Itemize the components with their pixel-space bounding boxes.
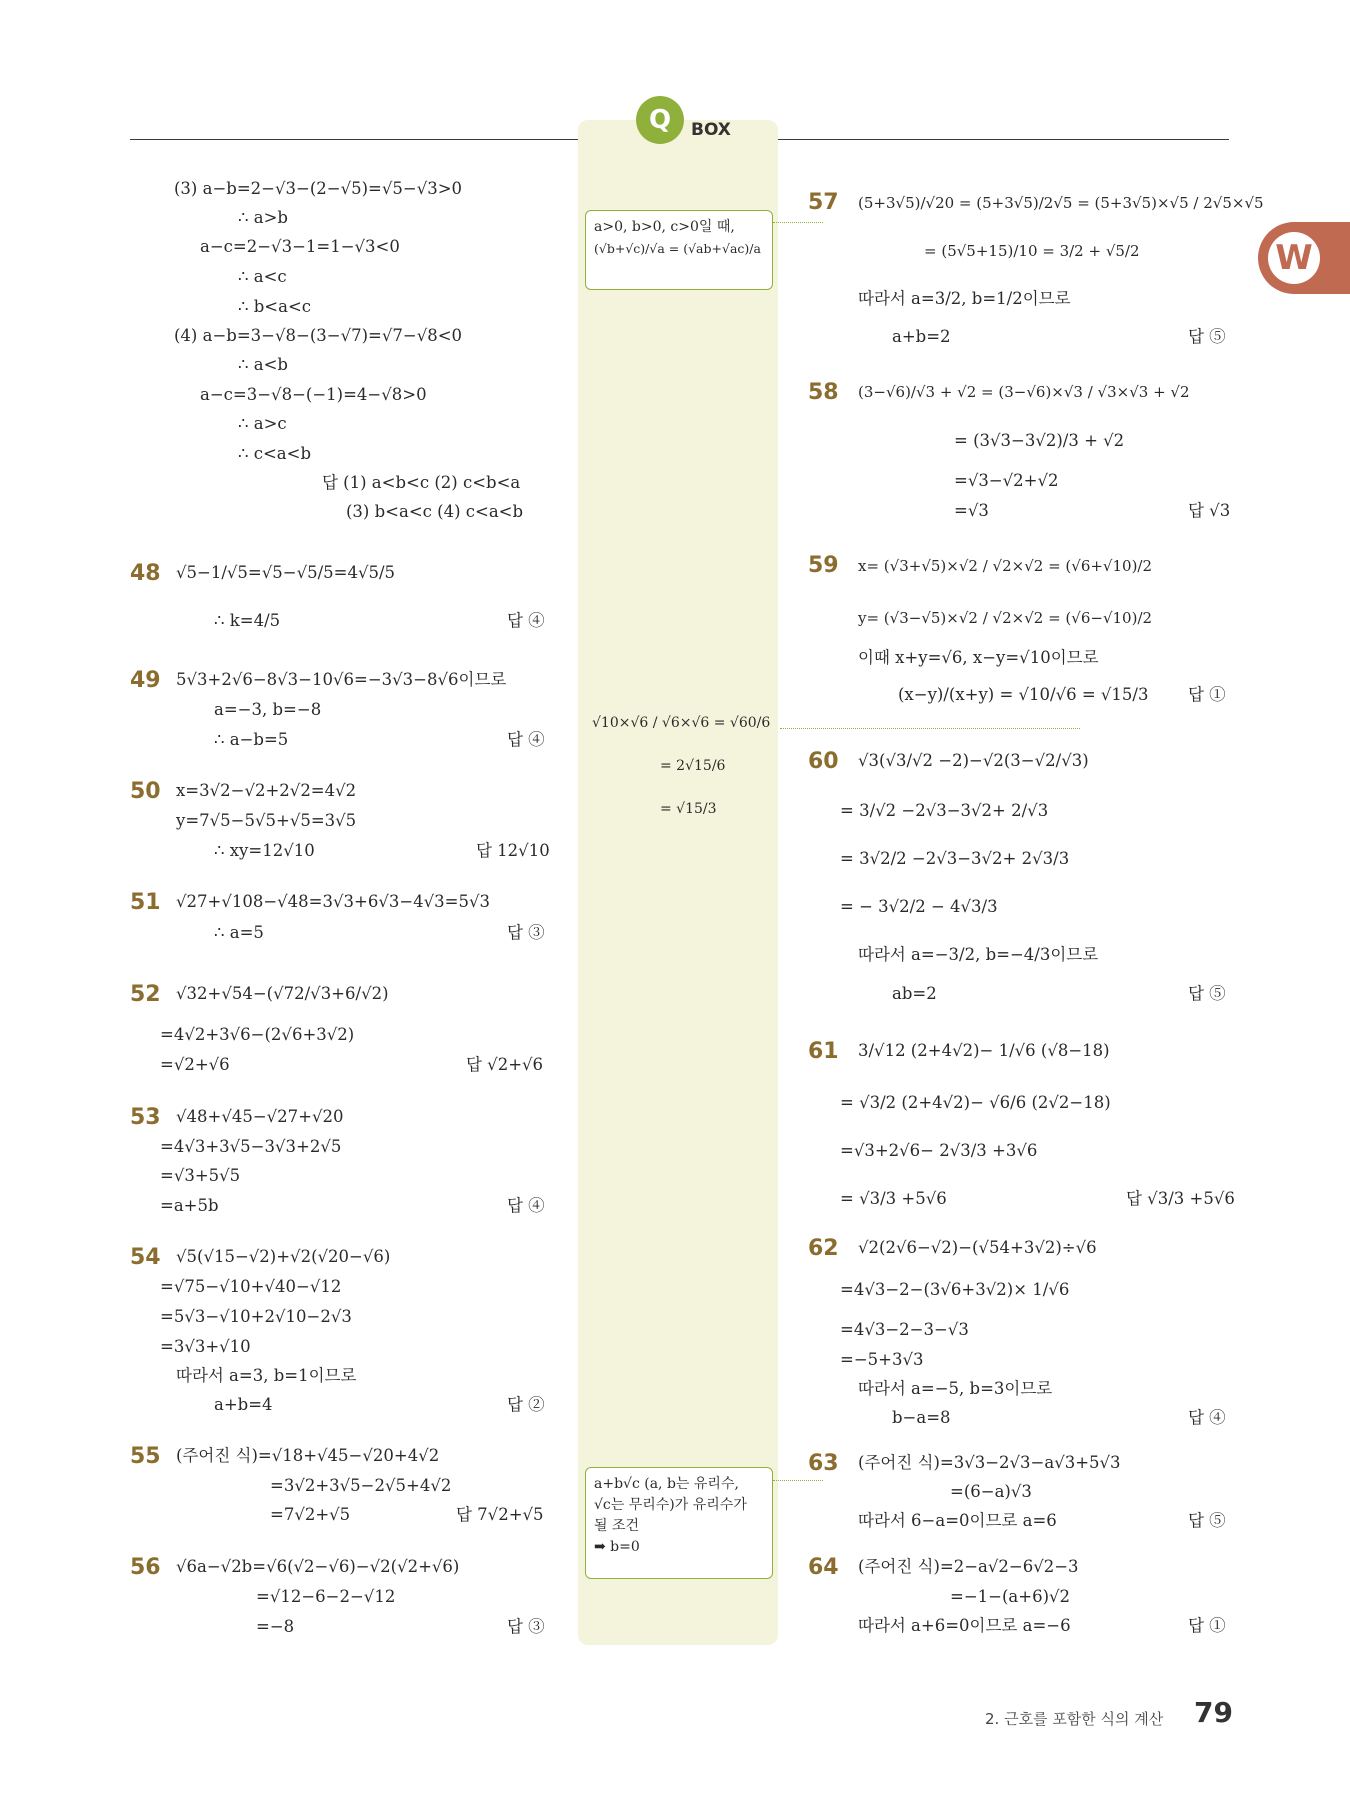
qbox-label: BOX: [691, 120, 731, 140]
solution-line: ∴ a>c: [238, 414, 287, 433]
solution-line: =3√3+√10: [160, 1337, 251, 1356]
solution-line: =√3+5√5: [160, 1166, 241, 1185]
tip-line: √c는 무리수)가 유리수가: [594, 1497, 747, 1513]
solution-line: =4√3−2−3−√3: [840, 1320, 969, 1339]
qbox-tip-line: √10×√6 / √6×√6 = √60/6: [592, 715, 771, 731]
solution-line: a=−3, b=−8: [214, 700, 322, 719]
answer: 답 ④: [507, 611, 545, 630]
problem-number: 57: [808, 190, 839, 215]
tip-connector: [773, 222, 823, 223]
tip-connector: [780, 728, 1080, 729]
tip-line: (√b+√c)/√a = (√ab+√ac)/a: [594, 241, 761, 256]
answer: 답 ⑤: [1188, 984, 1226, 1003]
solution-line: =−8: [256, 1617, 295, 1636]
solution-line: = (5√5+15)/10 = 3/2 + √5/2: [924, 242, 1140, 260]
solution-line: =(6−a)√3: [950, 1482, 1032, 1501]
answer: 답 12√10: [476, 841, 550, 860]
solution-line: (5+3√5)/√20 = (5+3√5)/2√5 = (5+3√5)×√5 / 2√5×√5: [858, 194, 1264, 212]
answer: 답 ②: [507, 1395, 545, 1414]
solution-line: ∴ xy=12√10: [214, 841, 315, 860]
solution-line: =√3: [954, 501, 989, 520]
solution-line: =√3−√2+√2: [954, 471, 1059, 490]
answer: 답 ①: [1188, 685, 1226, 704]
solution-line: (4) a−b=3−√8−(3−√7)=√7−√8<0: [174, 326, 463, 345]
answer: 답 ⑤: [1188, 1511, 1226, 1530]
problem-number: 64: [808, 1555, 839, 1580]
problem-number: 49: [130, 668, 161, 693]
problem-number: 61: [808, 1039, 839, 1064]
solution-line: =4√3−2−(3√6+3√2)× 1/√6: [840, 1280, 1070, 1299]
solution-line: ∴ a−b=5: [214, 730, 289, 749]
answer: 답 √2+√6: [466, 1055, 544, 1074]
solution-line: (3) a−b=2−√3−(2−√5)=√5−√3>0: [174, 179, 463, 198]
answer: 답 ④: [507, 730, 545, 749]
side-tab: [1258, 222, 1350, 294]
solution-line: 따라서 6−a=0이므로 a=6: [858, 1511, 1057, 1530]
tip-line: 될 조건: [594, 1518, 640, 1534]
page-number: 79: [1194, 1696, 1233, 1729]
tip-line: a>0, b>0, c>0일 때,: [594, 219, 735, 235]
solution-line: = √3/2 (2+4√2)− √6/6 (2√2−18): [840, 1093, 1111, 1112]
solution-line: 3/√12 (2+4√2)− 1/√6 (√8−18): [858, 1041, 1110, 1060]
w-logo-icon: W: [1268, 232, 1320, 284]
solution-line: a−c=3−√8−(−1)=4−√8>0: [200, 385, 427, 404]
solution-line: =a+5b: [160, 1196, 219, 1215]
answer: (3) b<a<c (4) c<a<b: [346, 502, 524, 521]
qbox-tip-line: = 2√15/6: [660, 758, 726, 774]
qbox-header: [636, 96, 776, 146]
solution-line: a−c=2−√3−1=1−√3<0: [200, 237, 400, 256]
problem-number: 54: [130, 1245, 161, 1270]
qbox-tip: [585, 1467, 773, 1579]
solution-line: √2(2√6−√2)−(√54+3√2)÷√6: [858, 1238, 1097, 1257]
solution-line: √32+√54−(√72/√3+6/√2): [176, 984, 389, 1003]
solution-line: = 3√2/2 −2√3−3√2+ 2√3/3: [840, 849, 1070, 868]
qbox-tip: [585, 210, 773, 290]
problem-number: 56: [130, 1555, 161, 1580]
solution-line: √3(√3/√2 −2)−√2(3−√2/√3): [858, 751, 1089, 770]
solution-line: (주어진 식)=3√3−2√3−a√3+5√3: [858, 1453, 1121, 1472]
answer: 답 ④: [507, 1196, 545, 1215]
answer: 답 ④: [1188, 1408, 1226, 1427]
solution-line: =√3+2√6− 2√3/3 +3√6: [840, 1141, 1038, 1160]
answer: 답 7√2+√5: [456, 1505, 544, 1524]
solution-line: ∴ c<a<b: [238, 444, 312, 463]
tip-line: ➡ b=0: [594, 1539, 640, 1555]
solution-line: =7√2+√5: [270, 1505, 351, 1524]
solution-line: √27+√108−√48=3√3+6√3−4√3=5√3: [176, 892, 491, 911]
answer: 답 √3/3 +5√6: [1126, 1189, 1235, 1208]
solution-line: =−1−(a+6)√2: [950, 1587, 1071, 1606]
solution-line: =4√3+3√5−3√3+2√5: [160, 1137, 342, 1156]
tip-line: a+b√c (a, b는 유리수,: [594, 1476, 739, 1492]
solution-line: x= (√3+√5)×√2 / √2×√2 = (√6+√10)/2: [858, 557, 1153, 575]
solution-line: b−a=8: [892, 1408, 951, 1427]
solution-line: =√75−√10+√40−√12: [160, 1277, 342, 1296]
solution-line: ∴ a=5: [214, 923, 264, 942]
solution-line: ∴ k=4/5: [214, 611, 281, 630]
solution-line: a+b=2: [892, 327, 951, 346]
solution-line: = √3/3 +5√6: [840, 1189, 947, 1208]
solution-line: √5−1/√5=√5−√5/5=4√5/5: [176, 563, 396, 582]
solution-line: ∴ a<c: [238, 267, 287, 286]
solution-line: = − 3√2/2 − 4√3/3: [840, 897, 998, 916]
solution-line: ∴ a<b: [238, 355, 288, 374]
solution-line: =√12−6−2−√12: [256, 1587, 396, 1606]
solution-line: 따라서 a=−5, b=3이므로: [858, 1379, 1053, 1398]
solution-line: 따라서 a=3/2, b=1/2이므로: [858, 289, 1071, 308]
answer: 답 ①: [1188, 1616, 1226, 1635]
solution-line: =−5+3√3: [840, 1350, 924, 1369]
solution-line: = 3/√2 −2√3−3√2+ 2/√3: [840, 801, 1049, 820]
solution-line: ab=2: [892, 984, 937, 1003]
problem-number: 58: [808, 380, 839, 405]
solution-line: y=7√5−5√5+√5=3√5: [176, 811, 357, 830]
solution-line: (x−y)/(x+y) = √10/√6 = √15/3: [898, 685, 1149, 704]
answer: 답 ③: [507, 1617, 545, 1636]
answer: 답 (1) a<b<c (2) c<b<a: [322, 473, 521, 492]
solution-line: 따라서 a=3, b=1이므로: [176, 1366, 357, 1385]
solution-line: √5(√15−√2)+√2(√20−√6): [176, 1247, 391, 1266]
problem-number: 51: [130, 890, 161, 915]
qbox-tip-line: = √15/3: [660, 801, 717, 817]
tip-connector: [773, 1480, 823, 1481]
footer-section-title: 2. 근호를 포함한 식의 계산: [985, 1710, 1164, 1728]
solution-line: =3√2+3√5−2√5+4√2: [270, 1476, 452, 1495]
solution-line: a+b=4: [214, 1395, 273, 1414]
solution-line: √6a−√2b=√6(√2−√6)−√2(√2+√6): [176, 1557, 460, 1576]
solution-line: y= (√3−√5)×√2 / √2×√2 = (√6−√10)/2: [858, 609, 1153, 627]
solution-line: ∴ b<a<c: [238, 297, 312, 316]
solution-line: =4√2+3√6−(2√6+3√2): [160, 1025, 355, 1044]
answer: 답 ③: [507, 923, 545, 942]
problem-number: 53: [130, 1105, 161, 1130]
problem-number: 48: [130, 561, 161, 586]
solution-line: =√2+√6: [160, 1055, 230, 1074]
qbox-column: [578, 120, 778, 1645]
problem-number: 55: [130, 1444, 161, 1469]
qbox-q-icon: Q: [636, 96, 684, 144]
solution-line: (3−√6)/√3 + √2 = (3−√6)×√3 / √3×√3 + √2: [858, 383, 1190, 401]
problem-number: 62: [808, 1236, 839, 1261]
solution-line: = (3√3−3√2)/3 + √2: [954, 431, 1125, 450]
solution-line: (주어진 식)=√18+√45−√20+4√2: [176, 1446, 440, 1465]
solution-line: (주어진 식)=2−a√2−6√2−3: [858, 1557, 1079, 1576]
problem-number: 50: [130, 779, 161, 804]
answer: 답 √3: [1188, 501, 1231, 520]
solution-line: √48+√45−√27+√20: [176, 1107, 344, 1126]
solution-line: ∴ a>b: [238, 208, 288, 227]
solution-line: 따라서 a+6=0이므로 a=−6: [858, 1616, 1071, 1635]
answer: 답 ⑤: [1188, 327, 1226, 346]
solution-line: 이때 x+y=√6, x−y=√10이므로: [858, 648, 1099, 667]
problem-number: 52: [130, 982, 161, 1007]
solution-line: =5√3−√10+2√10−2√3: [160, 1307, 352, 1326]
solution-line: 따라서 a=−3/2, b=−4/3이므로: [858, 945, 1099, 964]
problem-number: 59: [808, 553, 839, 578]
solution-line: 5√3+2√6−8√3−10√6=−3√3−8√6이므로: [176, 670, 507, 689]
solution-line: x=3√2−√2+2√2=4√2: [176, 781, 357, 800]
problem-number: 63: [808, 1451, 839, 1476]
problem-number: 60: [808, 749, 839, 774]
